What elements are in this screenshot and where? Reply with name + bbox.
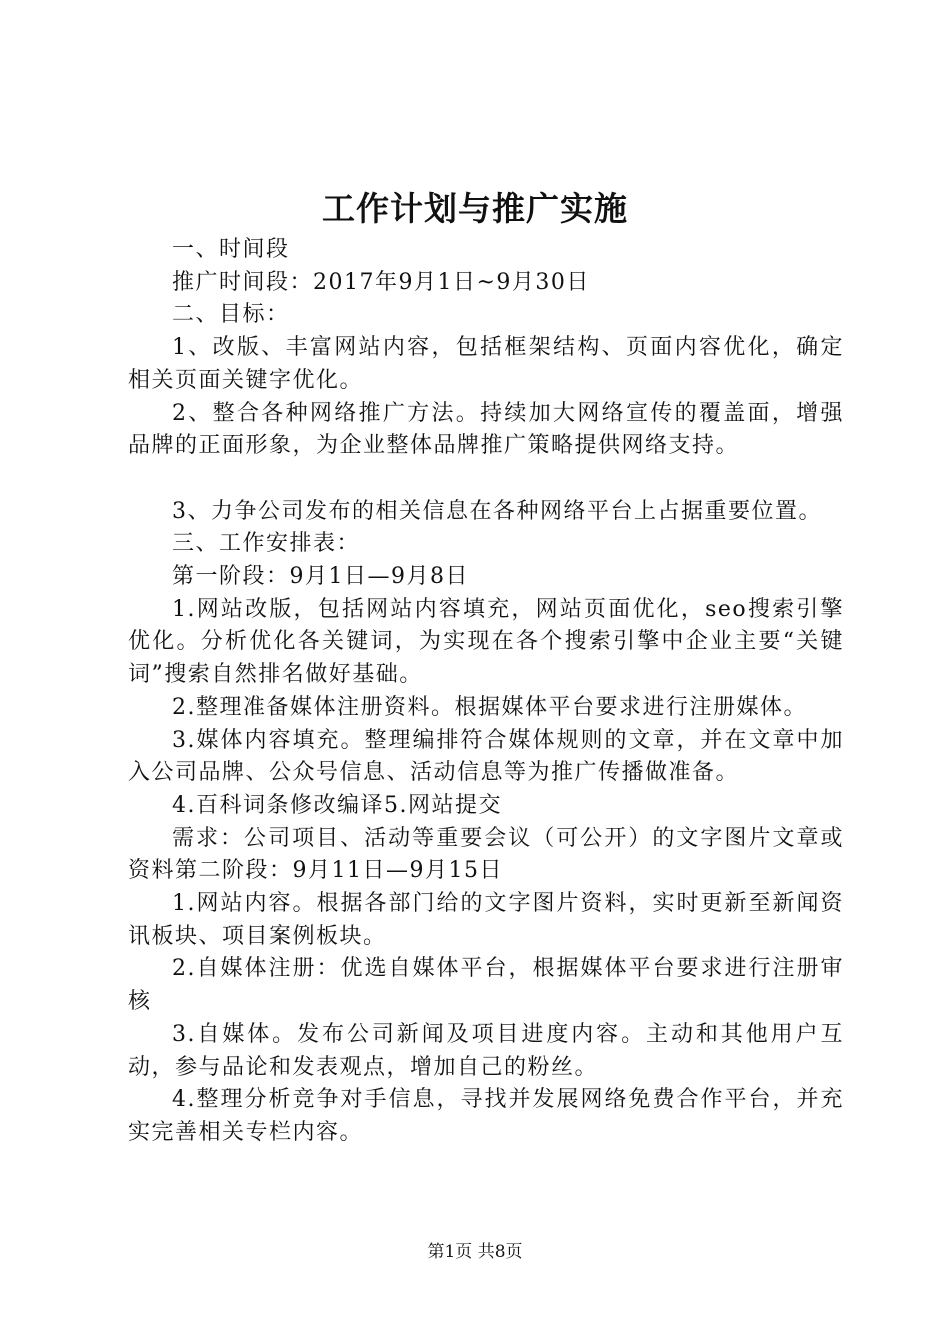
section-heading-time: 一、时间段: [172, 237, 290, 262]
goal-item-2: 2、整合各种网络推广方法。持续加大网络宣传的覆盖面，增强品牌的正面形象，为企业整体品牌推广策略提供网络支持。: [128, 400, 844, 459]
section-heading-goals: 二、目标：: [172, 302, 290, 328]
phase-one-item-3: 3.媒体内容填充。整理编排符合媒体规则的文章，并在文章中加入公司品牌、公众号信息、活动信息等为推广传播做准备。: [128, 727, 844, 786]
requirement-and-phase-two-heading: 需求：公司项目、活动等重要会议（可公开）的文字图片文章或资料第二阶段：9月11日—9月15日: [128, 825, 844, 884]
phase-one-heading: 第一阶段：9月1日—9月8日: [172, 564, 469, 590]
section-heading-schedule: 三、工作安排表：: [172, 531, 361, 557]
goal-item-3: 3、力争公司发布的相关信息在各种网络平台上占据重要位置。: [172, 498, 822, 524]
phase-two-item-3: 3.自媒体。发布公司新闻及项目进度内容。主动和其他用户互动，参与品论和发表观点，增加自己的粉丝。: [128, 1021, 844, 1080]
promotion-period: 推广时间段：2017年9月1日~9月30日: [172, 269, 590, 295]
document-body: [128, 234, 844, 1150]
phase-two-item-1: 1.网站内容。根据各部门给的文字图片资料，实时更新至新闻资讯板块、项目案例板块。: [128, 891, 844, 949]
document-title: 工作计划与推广实施: [322, 189, 628, 228]
phase-one-item-2: 2.整理准备媒体注册资料。根据媒体平台要求进行注册媒体。: [172, 694, 807, 720]
phase-one-item-4-5: 4.百科词条修改编译5.网站提交: [172, 792, 502, 818]
phase-two-item-4: 4.整理分析竞争对手信息，寻找并发展网络免费合作平台，并充实完善相关专栏内容。: [128, 1087, 844, 1145]
phase-one-item-1: 1.网站改版，包括网站内容填充，网站页面优化，seo搜索引擎优化。分析优化各关键词，为实现在各个搜索引擎中企业主要“关键词”搜索自然排名做好基础。: [128, 596, 844, 688]
page-footer: 第1页 共8页: [427, 1242, 523, 1262]
goal-item-1: 1、改版、丰富网站内容，包括框架结构、页面内容优化，确定相关页面关键字优化。: [128, 335, 844, 393]
phase-two-item-2: 2.自媒体注册：优选自媒体平台，根据媒体平台要求进行注册审核: [128, 956, 844, 1015]
